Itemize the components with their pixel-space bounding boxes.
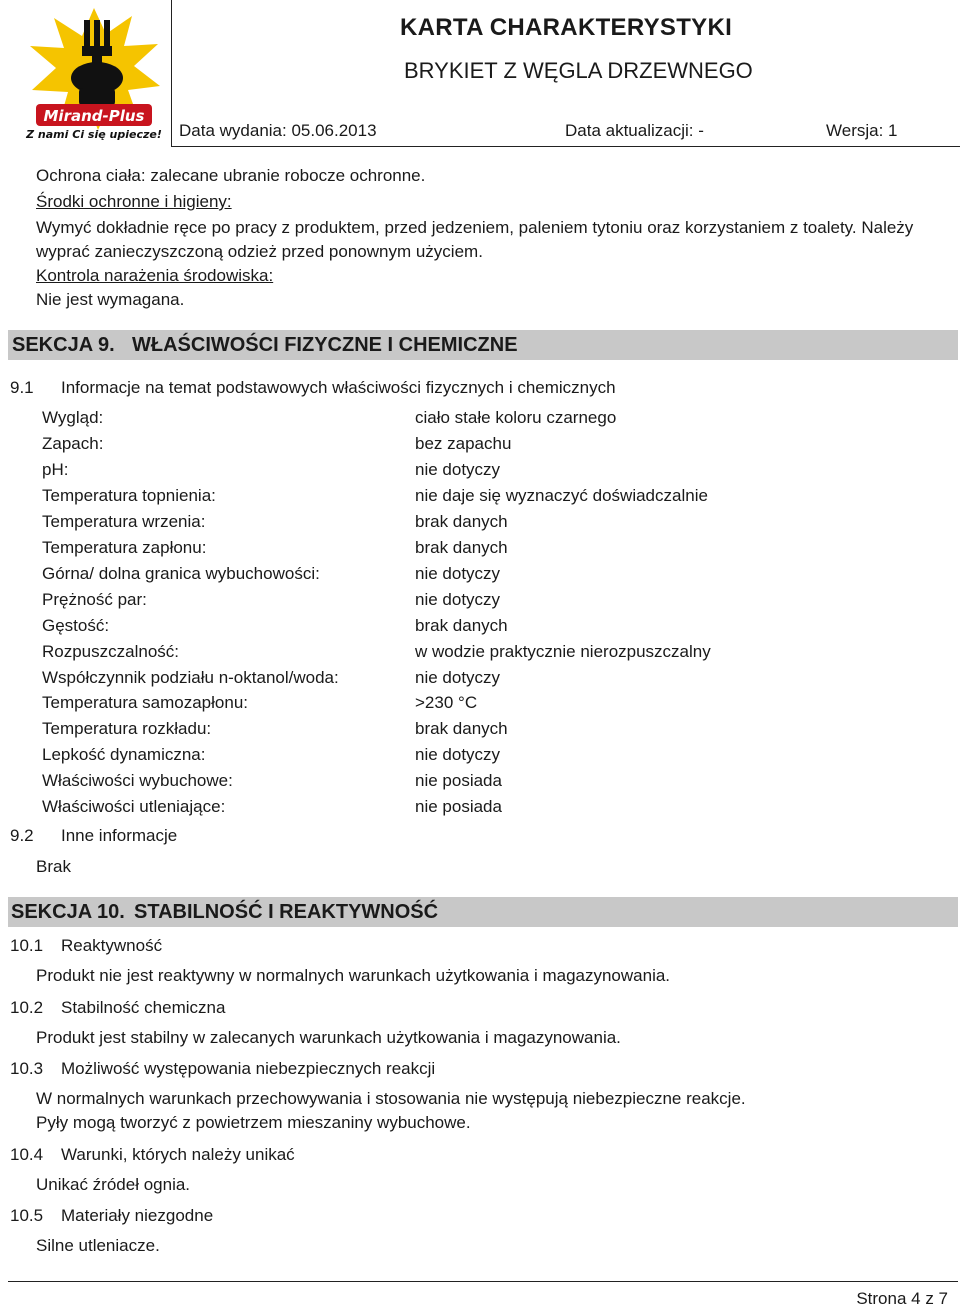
property-value: nie posiada (415, 797, 502, 816)
section-10-title: STABILNOŚĆ I REAKTYWNOŚĆ (134, 901, 439, 923)
subsection-number: 10.5 (10, 1206, 44, 1225)
property-value: brak danych (415, 616, 508, 635)
section-10-header (8, 897, 958, 927)
property-value: ciało stałe koloru czarnego (415, 408, 617, 427)
property-label: pH: (42, 460, 69, 479)
subsection-number: 10.3 (10, 1059, 44, 1078)
property-value: nie dotyczy (415, 564, 501, 583)
property-value: brak danych (415, 719, 508, 738)
property-label: Wygląd: (42, 408, 104, 427)
subsection-title: Reaktywność (61, 936, 163, 955)
property-label: Temperatura topnienia: (42, 486, 216, 505)
update-date: Data aktualizacji: - (565, 121, 704, 140)
property-label: Zapach: (42, 434, 104, 453)
property-value: nie posiada (415, 771, 502, 790)
document-title: KARTA CHARAKTERYSTYKI (400, 14, 733, 41)
document-subtitle: BRYKIET Z WĘGLA DRZEWNEGO (404, 58, 753, 83)
property-label: Temperatura rozkładu: (42, 719, 212, 738)
footer-divider (8, 1281, 958, 1282)
property-label: Rozpuszczalność: (42, 642, 180, 661)
property-value: brak danych (415, 538, 508, 557)
environment-heading: Kontrola narażenia środowiska: (36, 266, 274, 285)
issue-date: Data wydania: 05.06.2013 (179, 121, 377, 140)
section-9-title: WŁAŚCIWOŚCI FIZYCZNE I CHEMICZNE (132, 334, 518, 356)
property-label: Współczynnik podziału n-oktanol/woda: (42, 668, 339, 687)
subsection-number: 10.1 (10, 936, 44, 955)
property-label: Lepkość dynamiczna: (42, 745, 206, 764)
company-logo (24, 6, 164, 142)
header-divider-vertical (171, 0, 172, 146)
property-label: Temperatura wrzenia: (42, 512, 206, 531)
property-label: Właściwości utleniające: (42, 797, 226, 816)
subsection-title: Warunki, których należy unikać (61, 1145, 295, 1164)
property-value: nie daje się wyznaczyć doświadczalnie (415, 486, 708, 505)
property-label: Prężność par: (42, 590, 147, 609)
section-9-number: SEKCJA 9. (12, 334, 115, 356)
hygiene-text-line1: Wymyć dokładnie ręce po pracy z produktem, przed jedzeniem, paleniem tytoniu oraz korzystaniem z toalety. Należy (36, 218, 914, 237)
property-value: nie dotyczy (415, 460, 501, 479)
property-value: nie dotyczy (415, 590, 501, 609)
hygiene-heading: Środki ochronne i higieny: (36, 192, 232, 211)
property-value: >230 °C (415, 693, 478, 712)
subsection-9-2-number: 9.2 (10, 826, 34, 845)
subsection-9-2-title: Inne informacje (61, 826, 178, 845)
section-9-header (8, 330, 958, 360)
subsection-text: Produkt jest stabilny w zalecanych warunkach użytkowania i magazynowania. (36, 1028, 621, 1047)
subsection-text: Unikać źródeł ognia. (36, 1175, 191, 1194)
subsection-title: Materiały niezgodne (61, 1206, 214, 1225)
header-divider-horizontal (171, 146, 960, 147)
body-protection-text: Ochrona ciała: zalecane ubranie robocze ochronne. (36, 166, 426, 185)
property-label: Temperatura zapłonu: (42, 538, 207, 557)
section-10-number: SEKCJA 10. (11, 901, 125, 923)
property-value: nie dotyczy (415, 745, 501, 764)
property-label: Gęstość: (42, 616, 110, 635)
property-label: Właściwości wybuchowe: (42, 771, 233, 790)
property-value: brak danych (415, 512, 508, 531)
subsection-title: Stabilność chemiczna (61, 998, 226, 1017)
subsection-text: Produkt nie jest reaktywny w normalnych warunkach użytkowania i magazynowania. (36, 966, 671, 985)
subsection-number: 10.2 (10, 998, 44, 1017)
logo-tagline-text: Z nami Ci się upiecze! (26, 128, 162, 141)
property-value: w wodzie praktycznie nierozpuszczalny (415, 642, 711, 661)
property-label: Temperatura samozapłonu: (42, 693, 249, 712)
environment-text: Nie jest wymagana. (36, 290, 185, 309)
property-value: nie dotyczy (415, 668, 501, 687)
logo-brand-text: Mirand-Plus (43, 107, 145, 125)
property-value: bez zapachu (415, 434, 512, 453)
subsection-number: 10.4 (10, 1145, 44, 1164)
hygiene-text-line2: wyprać zanieczyszczoną odzież przed ponownym użyciem. (36, 242, 483, 261)
subsection-9-1-title: Informacje na temat podstawowych właściwości fizycznych i chemicznych (61, 378, 616, 397)
subsection-9-2-text: Brak (36, 857, 71, 876)
subsection-title: Możliwość występowania niebezpiecznych reakcji (61, 1059, 436, 1078)
subsection-9-1-number: 9.1 (10, 378, 34, 397)
subsection-text: Silne utleniacze. (36, 1236, 160, 1255)
version: Wersja: 1 (826, 121, 898, 140)
subsection-text: W normalnych warunkach przechowywania i stosowania nie występują niebezpieczne reakcje. (36, 1089, 746, 1108)
subsection-text: Pyły mogą tworzyć z powietrzem mieszaniny wybuchowe. (36, 1113, 471, 1132)
property-label: Górna/ dolna granica wybuchowości: (42, 564, 320, 583)
page-number: Strona 4 z 7 (856, 1289, 948, 1307)
